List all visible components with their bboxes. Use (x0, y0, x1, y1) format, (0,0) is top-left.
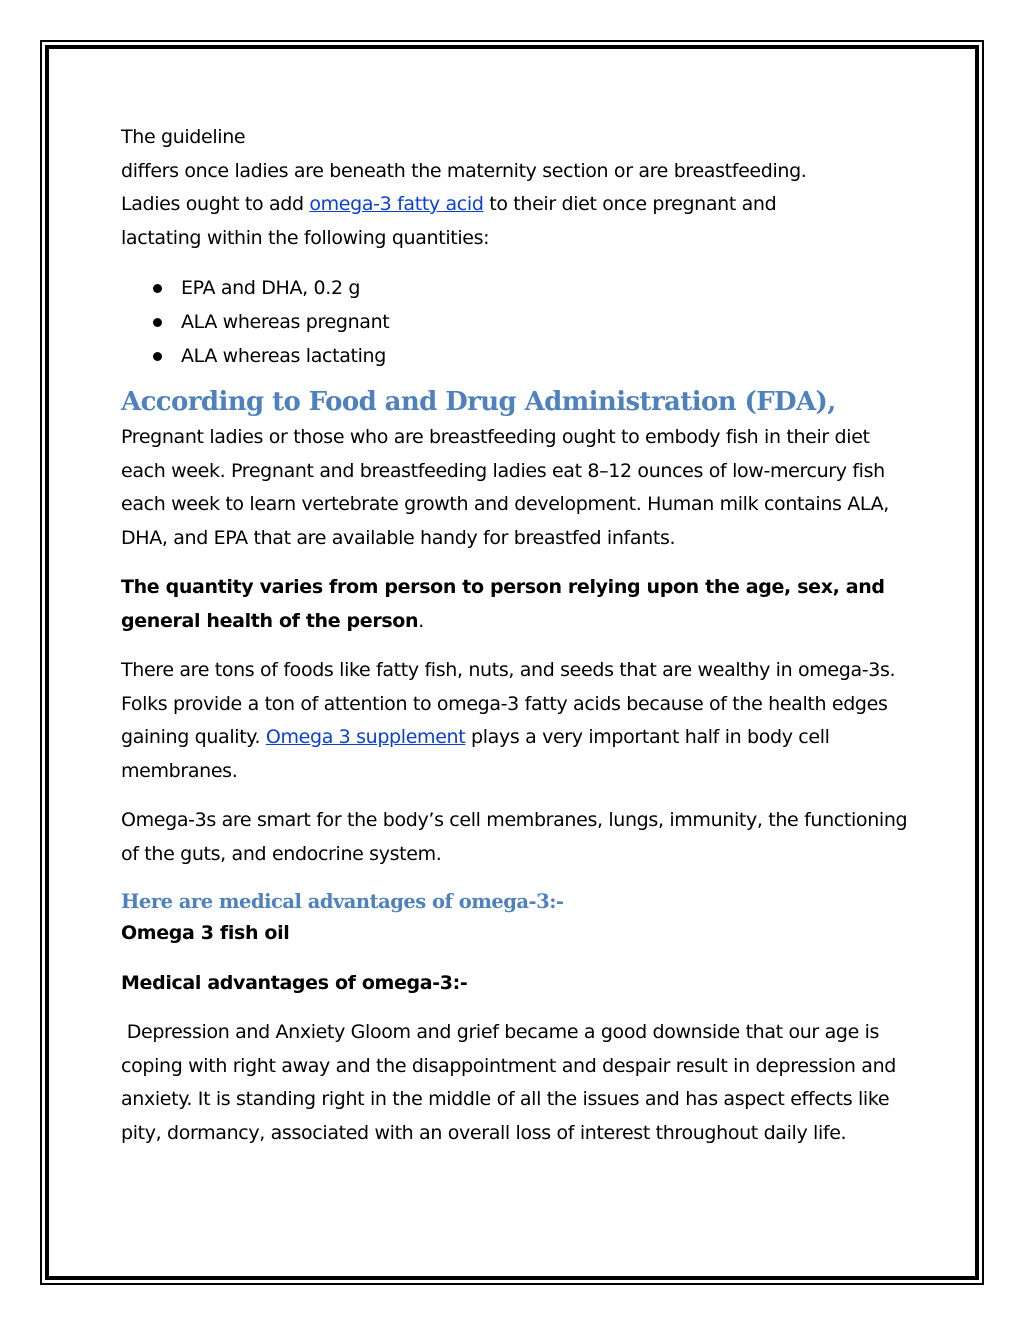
quantity-paragraph (121, 571, 911, 638)
foods-text-start: There are tons of foods like fatty fish, nuts, and seeds that are wealthy in omega-3s. Folks provide a ton of attention to omega-3 fatty acids because of the health edges gaining quality. (121, 659, 896, 748)
list-item-text: EPA and DHA, 0.2 g (181, 277, 361, 299)
intro-line-1: The guideline (121, 126, 246, 148)
foods-text-end: plays a very important half in body cell membranes. (121, 726, 830, 782)
list-item (121, 305, 911, 339)
intro-line-3-start: Ladies ought to add (121, 193, 310, 215)
bullet-icon (153, 352, 162, 361)
omega-3-supplement-link[interactable]: Omega 3 supplement (265, 726, 466, 748)
list-item-text: ALA whereas pregnant (181, 311, 390, 333)
smart-paragraph: Omega-3s are smart for the body’s cell membranes, lungs, immunity, the functioning of the guts, and endocrine system. (121, 809, 908, 865)
fda-heading: According to Food and Drug Administration (FDA), (121, 387, 836, 417)
intro-line-2: differs once ladies are beneath the maternity section or are breastfeeding. (121, 159, 807, 182)
foods-paragraph (121, 654, 911, 788)
bullet-icon (153, 318, 162, 327)
depression-paragraph: Depression and Anxiety Gloom and grief became a good downside that our age is coping with right away and the disappointment and despair result in depression and anxiety. It is standing right in the middle of all the issues and has aspect effects like pity, dormancy, associated with an overall loss of interest throughout daily life. (121, 1021, 902, 1144)
medical-advantages-subheading: Medical advantages of omega-3:- (121, 971, 468, 994)
quantity-bold-text: The quantity varies from person to person relying upon the age, sex, and general health of the person (121, 576, 885, 632)
fda-paragraph: Pregnant ladies or those who are breastfeeding ought to embody fish in their diet each week. Pregnant and breastfeeding ladies eat 8–12 ounces of low-mercury fish each week to learn vertebrate growth and development. Human milk contains ALA, DHA, and EPA that are available handy for breastfed infants. (121, 426, 889, 549)
quantities-list (121, 271, 911, 373)
fish-oil-subheading: Omega 3 fish oil (121, 922, 290, 944)
intro-line-3-end: to their diet once pregnant and (483, 193, 777, 215)
list-item (121, 271, 911, 305)
intro-paragraph (121, 121, 911, 255)
advantages-heading: Here are medical advantages of omega-3:- (121, 890, 564, 913)
list-item-text: ALA whereas lactating (181, 345, 386, 367)
omega-3-fatty-acid-link[interactable]: omega-3 fatty acid (309, 193, 484, 215)
bullet-icon (153, 284, 162, 293)
intro-line-4: lactating within the following quantities: (121, 226, 490, 249)
quantity-period: . (418, 609, 424, 632)
document-body (121, 121, 911, 1150)
list-item (121, 339, 911, 373)
